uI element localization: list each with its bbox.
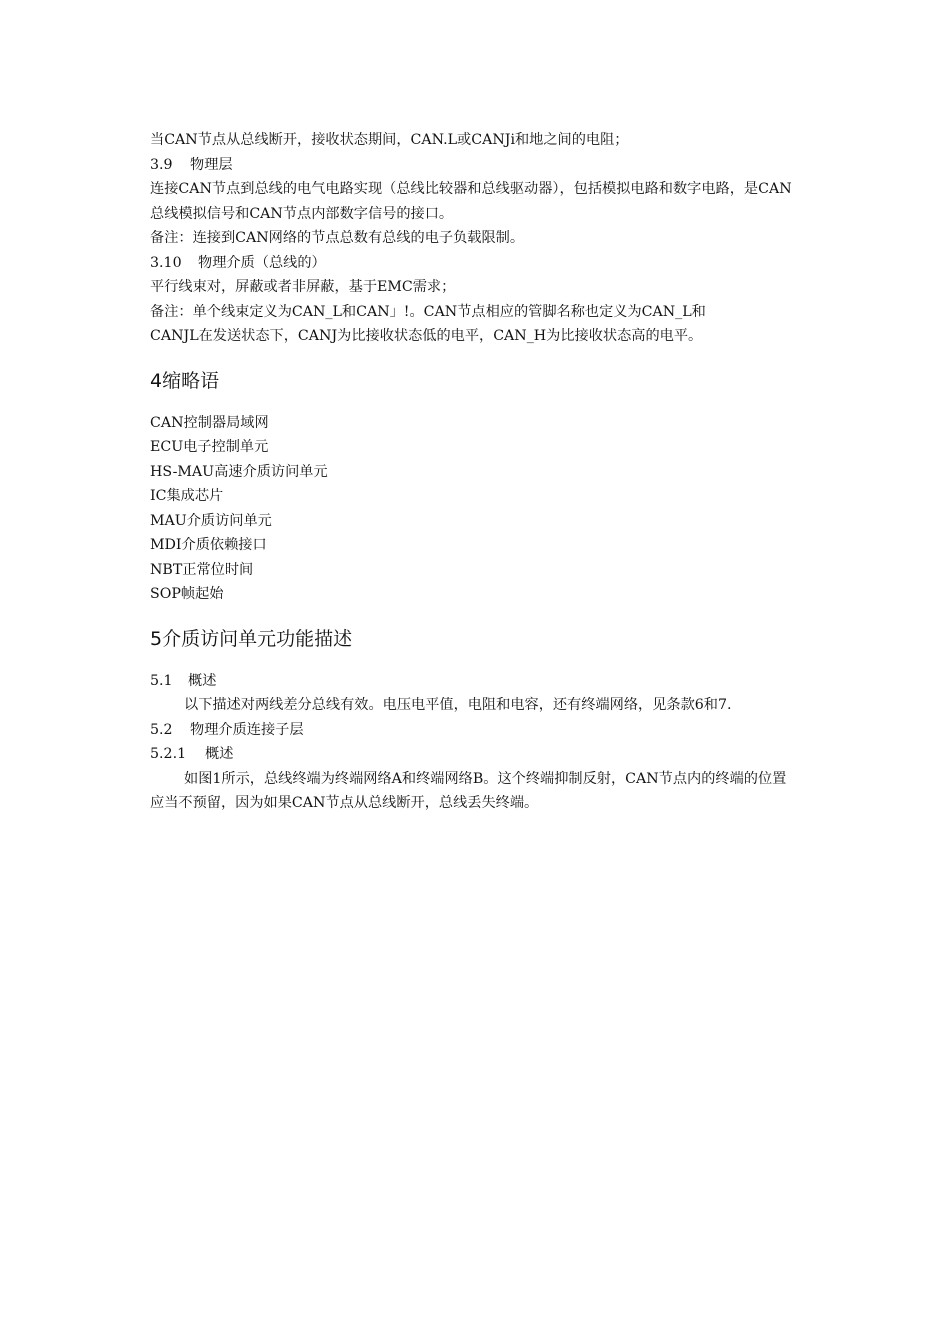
heading-title: 物理介质连接子层 bbox=[190, 721, 304, 738]
heading-number: 5.2.1 bbox=[150, 746, 187, 762]
heading-5-1 bbox=[150, 669, 800, 694]
paragraph-physical-medium: 平行线束对，屏蔽或者非屏蔽，基于EMC需求； bbox=[150, 279, 456, 295]
heading-number: 5.1 bbox=[150, 672, 173, 689]
heading-title: 物理层 bbox=[190, 156, 233, 173]
heading-number: 3.9 bbox=[150, 156, 173, 173]
heading-5-2-1 bbox=[150, 742, 800, 767]
list-item: SOP帧起始 bbox=[150, 586, 224, 602]
heading-section-5: 5介质访问单元功能描述 bbox=[150, 627, 353, 650]
list-item: CAN控制器局域网 bbox=[150, 414, 269, 431]
heading-number: 5.2 bbox=[150, 721, 173, 738]
list-item: ECU电子控制单元 bbox=[150, 439, 269, 455]
heading-5-2 bbox=[150, 718, 800, 743]
list-item: MDI介质依赖接口 bbox=[150, 537, 267, 553]
note-physical-medium-line1: 备注：单个线束定义为CAN_L和CAN」!。CAN节点相应的管脚名称也定义为CAN_L和 bbox=[150, 303, 706, 320]
heading-3-9 bbox=[150, 153, 800, 178]
paragraph-physical-layer: 连接CAN节点到总线的电气电路实现（总线比较器和总线驱动器），包括模拟电路和数字电路，是CAN总线模拟信号和CAN节点内部数字信号的接口。 bbox=[150, 181, 792, 222]
heading-title: 概述 bbox=[188, 672, 217, 689]
list-item: HS-MAU高速介质访问单元 bbox=[150, 463, 328, 480]
note-physical-medium-line2: CANJL在发送状态下，CANJ为比接收状态低的电平，CAN_H为比接收状态高的电平。 bbox=[150, 328, 703, 344]
note-physical-layer: 备注：连接到CAN网络的节点总数有总线的电子负载限制。 bbox=[150, 230, 525, 246]
list-item: MAU介质访问单元 bbox=[150, 512, 272, 529]
paragraph-overview-5-2-1: 如图1所示，总线终端为终端网络A和终端网络B。这个终端抑制反射，CAN节点内的终端的位置应当不预留，因为如果CAN节点从总线断开，总线丢失终端。 bbox=[150, 770, 787, 811]
heading-title: 物理介质（总线的） bbox=[198, 254, 326, 271]
list-item: NBT正常位时间 bbox=[150, 561, 254, 578]
heading-section-4: 4缩略语 bbox=[150, 369, 220, 392]
document-page bbox=[150, 128, 800, 816]
list-item: IC集成芯片 bbox=[150, 488, 224, 504]
paragraph-resistance-definition: 当CAN节点从总线断开，接收状态期间，CAN.L或CANJi和地之间的电阻； bbox=[150, 132, 629, 148]
heading-title: 概述 bbox=[205, 746, 234, 762]
heading-3-10 bbox=[150, 251, 800, 276]
paragraph-overview-5-1: 以下描述对两线差分总线有效。电压电平值，电阻和电容，还有终端网络，见条款6和7. bbox=[184, 697, 732, 713]
heading-number: 3.10 bbox=[150, 254, 182, 271]
abbreviation-list bbox=[150, 411, 800, 607]
